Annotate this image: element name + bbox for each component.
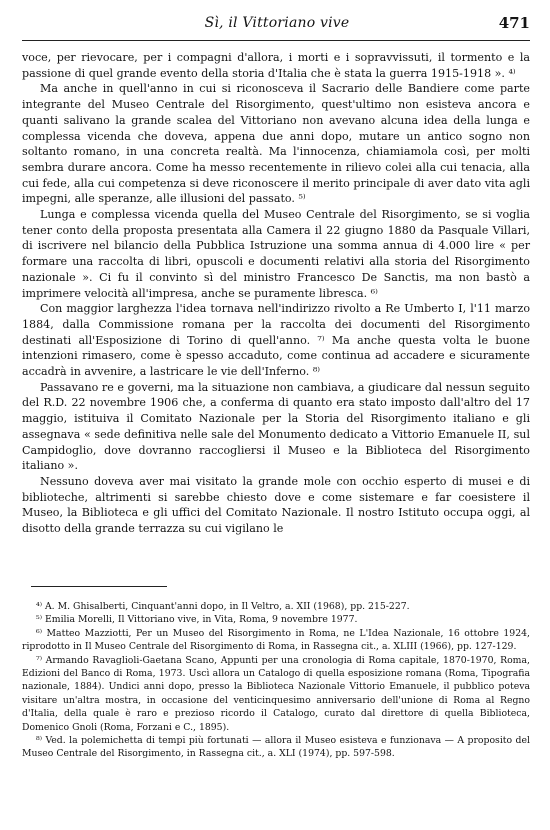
footnote: ⁴⁾ A. M. Ghisalberti, Cinquant'anni dopo, in Il Veltro, a. XII (1968), pp. 215-227. bbox=[36, 601, 410, 612]
paragraph: Nessuno doveva aver mai visitato la grande mole con occhio esperto di musei e di biblioteche, altrimenti si sarebbe chiesto dove e come sistemare e far coesistere il Museo, la Biblioteca e gli uffici del Comitato Nazionale. Il nostro Istituto occupa oggi, al disotto della grande terrazza su cui vigilano le bbox=[22, 474, 530, 536]
paragraph: Passavano re e governi, ma la situazione non cambiava, a giudicare dal nessun seguito del R.D. 22 novembre 1906 che, a conferma di quanto era stato imposto dall'altro del 17 maggio, istituiva il Comitato Nazionale per la Storia del Risorgimento italiano e gli assegnava « sede definitiva nelle sale del Monumento dedicato a Vittorio Emanuele II, sul Campidoglio, dove dovranno raccogliersi il Museo e la Biblioteca del Risorgimento italiano ». bbox=[22, 380, 530, 473]
footnote-divider bbox=[31, 586, 167, 587]
footnote: ⁸⁾ Ved. la polemichetta di tempi più fortunati — allora il Museo esisteva e funzionava — A proposito del Museo Centrale del Risorgimento, in Rassegna cit., a. XLI (1974), pp. 597-598. bbox=[22, 735, 530, 760]
footnotes bbox=[22, 600, 530, 761]
running-title: Sì, il Vittoriano vive bbox=[204, 15, 350, 31]
paragraph: Con maggior larghezza l'idea tornava nell'indirizzo rivolto a Re Umberto I, l'11 marzo 1884, dalla Commissione romana per la raccolta dei documenti del Risorgimento destinati all'Esposizione di Torino di quell'anno. ⁷⁾ Ma anche questa volta le buone intenzioni rimasero, come è spesso accaduto, come continua ad accadere e sicuramente accadrà in avvenire, a lastricare le vie dell'Inferno. ⁸⁾ bbox=[22, 302, 530, 379]
header-divider bbox=[22, 40, 530, 41]
body-text bbox=[22, 50, 530, 537]
paragraph: Ma anche in quell'anno in cui si riconosceva il Sacrario delle Bandiere come parte integrante del Museo Centrale del Risorgimento, quest'ultimo non esisteva ancora e quanti salivano la grande scalea del Vittoriano non avevano alcuna idea della lunga e complessa vicenda che doveva, appena due anni dopo, mutare un antico sogno non soltanto romano, in una concreta realtà. Ma l'innocenza, chiamiamola così, per molti sembra durare ancora. Come ha messo recentemente in rilievo colei alla cui tenacia, alla cui fede, alla cui competenza si deve riconoscere il merito principale di aver dato vita agli impegni, alle speranze, alle illusioni del passato. ⁵⁾ bbox=[22, 82, 530, 206]
page-header bbox=[22, 14, 532, 34]
footnote: ⁵⁾ Emilia Morelli, Il Vittoriano vive, in Vita, Roma, 9 novembre 1977. bbox=[36, 614, 358, 626]
page-number: 471 bbox=[498, 14, 530, 32]
paragraph: voce, per rievocare, per i compagni d'allora, i morti e i sopravvissuti, il tormento e la passione di quel grande evento della storia d'Italia che è stata la guerra 1915-1918 ». ⁴⁾ bbox=[22, 51, 530, 80]
footnote: ⁶⁾ Matteo Mazziotti, Per un Museo del Risorgimento in Roma, ne L'Idea Nazionale, 16 ottobre 1924, riprodotto in Il Museo Centrale del Risorgimento di Roma, in Rassegna cit., a. XLIII (1966), pp. 127-129. bbox=[22, 627, 530, 653]
paragraph: Lunga e complessa vicenda quella del Museo Centrale del Risorgimento, se si voglia tener conto della proposta presentata alla Camera il 22 giugno 1880 da Pasquale Villari, di iscrivere nel bilancio della Pubblica Istruzione una somma annua di 4.000 lire « per formare una raccolta di libri, opuscoli e documenti relativi alla storia del Risorgimento nazionale ». Ci fu il convinto sì del ministro Francesco De Sanctis, ma non bastò a imprimere velocità all'impresa, anche se puramente libresca. ⁶⁾ bbox=[22, 208, 530, 300]
footnote: ⁷⁾ Armando Ravaglioli-Gaetana Scano, Appunti per una cronologia di Roma capitale, 1870-1970, Roma, Edizioni del Banco di Roma, 1973. Uscì allora un Catalogo di quella esposizione romana (Roma, Tipografia nazionale, 1884). Undici anni dopo, presso la Biblioteca Nazionale Vittorio Emanuele, il pubblico poteva visitare un'altra mostra, in occasione del venticinquesimo anniversario dell'unione di Roma al Regno d'Italia, della quale è raro e prezioso ricordo il Catalogo, curato dal direttore di quella Biblioteca, Domenico Gnoli (Roma, Forzani e C., 1895). bbox=[22, 654, 530, 733]
